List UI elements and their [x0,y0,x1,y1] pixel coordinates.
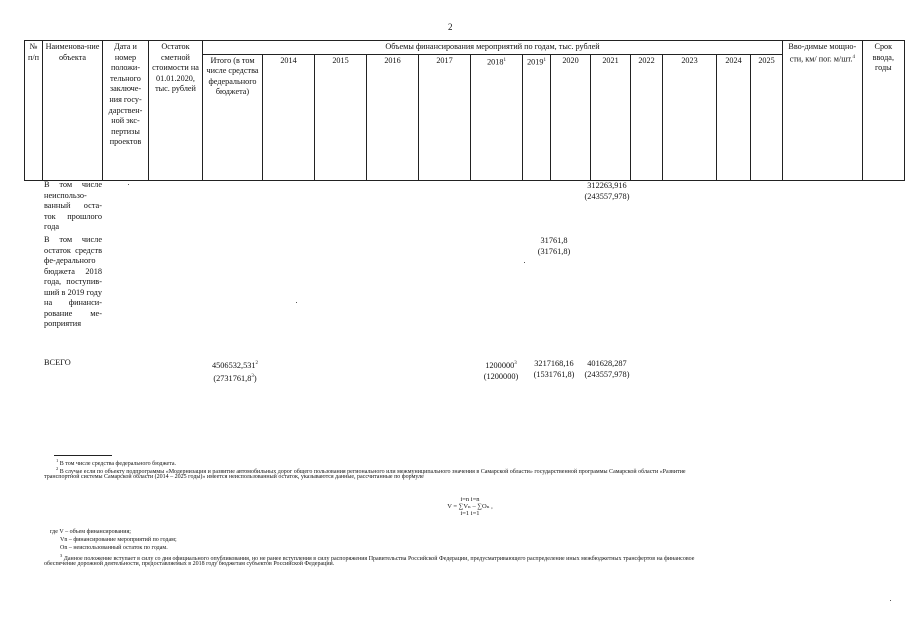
row-label-total: ВСЕГО [44,358,71,367]
col-name-header: Наименова-ние объекта [43,41,103,181]
col-term-header: Срок ввода, годы [862,41,904,181]
formula-where: где V – объем финансирования; [50,529,131,535]
footnote-3-cont: обеспечение дорожной деятельности, предоставляемых в 2018 году бюджетам субъектов Российской Федерации. [44,561,335,567]
scan-speck [524,262,525,263]
cell-2019-total: 3217168,16 (1531761,8) [533,359,575,379]
year-header-2015: 2015 [315,54,367,180]
cell-total-value: 4506532,531$^2$ (2731761,8$^3$) [211,360,259,383]
page-number: 2 [448,22,453,32]
year-header-2021: 2021 [591,54,631,180]
row-label-federal-remainder: В том числе остаток средств фе-дерального бюджета 2018 года, поступив-ший в 2019 году на финанси-рование ме-роприятия [44,235,102,328]
scan-speck [128,184,129,185]
cell-2019-value: 31761,8 (31761,8) [537,236,571,256]
year-header-2016: 2016 [367,54,419,180]
footnote-3: $^3$ Данное положение вступает в силу со дня официального опубликования, но не ранее вступления в силу распоряжения Правительства Российской Федерации, предусматривающего распределение иных межбюджетных трансфертов на финансовое [60,553,695,562]
col-total-header: Итого (в том числе средства федерального бюджета) [203,54,263,180]
cell-2018-value: 1200000$^3$ (1200000) [483,360,519,381]
formula-on: On – неиспользованный остаток по годам. [60,545,168,551]
year-header-2025: 2025 [751,54,783,180]
scan-speck [890,600,891,601]
col-remainder-header: Остаток сметной стоимости на 01.01.2020, тыс. рублей [149,41,203,181]
formula-vn: Vn – финансирование мероприятий по годам; [60,537,177,543]
footnote-2-cont: транспортной системы Самарской области (2014 – 2025 годы)» имеется неиспользованный остаток, указываются данные, рассчитанные по формуле [44,474,424,480]
year-header-2020: 2020 [551,54,591,180]
table-header [24,40,905,181]
footnote-separator [54,455,112,456]
col-volumes-header: Объемы финансирования мероприятий по годам, тыс. рублей [203,41,783,55]
row-label-unused-remainder: В том числе неиспользо-ванный оста-ток прошлого года [44,180,102,231]
col-capacity-header: Вво-димые мощно-сти, км/ пог. м/шт.$^4$ [783,41,863,181]
scan-speck [296,302,297,303]
cell-2020-total: 401628,287 (243557,978) [584,359,630,379]
formula: i=n i=n V = ∑Vₙ – ∑Oₙ , i=1 i=1 [447,496,493,517]
col-num-header: № п/п [25,41,43,181]
year-header-2014: 2014 [263,54,315,180]
year-header-2019: 2019$^1$ [523,54,551,180]
year-header-2022: 2022 [631,54,663,180]
year-header-2018: 2018$^1$ [471,54,523,180]
year-header-2017: 2017 [419,54,471,180]
col-date-header: Дата и номер положи-тельного заключе-ния госу-дарствен-ной экс-пертизы проектов [103,41,149,181]
year-header-2023: 2023 [663,54,717,180]
year-header-2024: 2024 [717,54,751,180]
footnote-1: $^1$ В том числе средства федерального бюджета. [56,458,177,467]
cell-2020-value: 312263,916 (243557,978) [584,181,630,201]
footnote-2: $^2$ В случае если по объекту подпрограммы «Модернизация и развитие автомобильных дорог общего пользования регионального или межмуниципального значения в Самарской области» государственной программы Самарской области «Развитие [56,466,686,475]
